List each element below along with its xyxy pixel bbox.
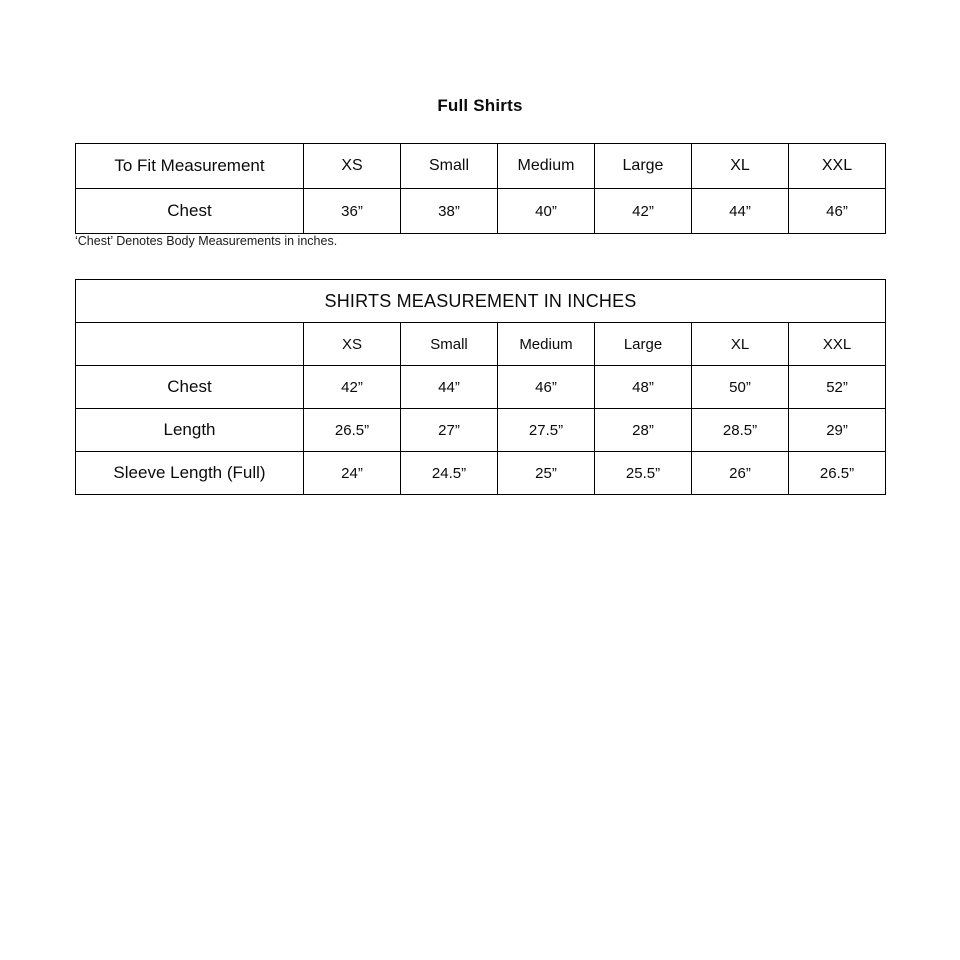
column-header-blank <box>76 323 304 366</box>
table-row-header <box>76 144 886 189</box>
column-header-xs: XS <box>304 144 401 189</box>
cell-chest-small: 38” <box>401 189 498 234</box>
cell-length-xxl: 29” <box>789 409 886 452</box>
table-row-header <box>76 323 886 366</box>
cell-chest-xs: 36” <box>304 189 401 234</box>
column-header-xxl: XXL <box>789 323 886 366</box>
page-title: Full Shirts <box>437 96 523 115</box>
table-row <box>76 452 886 495</box>
cell-sleeve-xs: 24” <box>304 452 401 495</box>
row-label-chest: Chest <box>76 189 304 234</box>
cell-sleeve-xxl: 26.5” <box>789 452 886 495</box>
cell-chest-xxl: 46” <box>789 189 886 234</box>
cell-length-medium: 27.5” <box>498 409 595 452</box>
shirts-measurement-table <box>75 279 886 495</box>
row-label-sleeve-length: Sleeve Length (Full) <box>76 452 304 495</box>
column-header-small: Small <box>401 144 498 189</box>
fit-measurement-table <box>75 143 886 234</box>
cell-chest-medium: 46” <box>498 366 595 409</box>
cell-chest-large: 48” <box>595 366 692 409</box>
cell-sleeve-medium: 25” <box>498 452 595 495</box>
cell-length-large: 28” <box>595 409 692 452</box>
cell-chest-xxl: 52” <box>789 366 886 409</box>
cell-sleeve-large: 25.5” <box>595 452 692 495</box>
column-header-small: Small <box>401 323 498 366</box>
cell-chest-small: 44” <box>401 366 498 409</box>
row-label-length: Length <box>76 409 304 452</box>
table-banner-title: SHIRTS MEASUREMENT IN INCHES <box>76 280 886 323</box>
cell-sleeve-xl: 26” <box>692 452 789 495</box>
cell-sleeve-small: 24.5” <box>401 452 498 495</box>
column-header-medium: Medium <box>498 144 595 189</box>
column-header-xxl: XXL <box>789 144 886 189</box>
table-row <box>76 409 886 452</box>
cell-length-xs: 26.5” <box>304 409 401 452</box>
table-row-banner <box>76 280 886 323</box>
column-header-large: Large <box>595 323 692 366</box>
column-header-xs: XS <box>304 323 401 366</box>
cell-chest-xs: 42” <box>304 366 401 409</box>
cell-length-xl: 28.5” <box>692 409 789 452</box>
cell-length-small: 27” <box>401 409 498 452</box>
cell-chest-xl: 50” <box>692 366 789 409</box>
cell-chest-xl: 44” <box>692 189 789 234</box>
cell-chest-medium: 40” <box>498 189 595 234</box>
column-header-xl: XL <box>692 323 789 366</box>
table-row <box>76 189 886 234</box>
cell-chest-large: 42” <box>595 189 692 234</box>
chest-note: ‘Chest’ Denotes Body Measurements in inches. <box>75 234 338 248</box>
column-header-large: Large <box>595 144 692 189</box>
column-header-measurement: To Fit Measurement <box>76 144 304 189</box>
table-row <box>76 366 886 409</box>
row-label-chest: Chest <box>76 366 304 409</box>
column-header-medium: Medium <box>498 323 595 366</box>
column-header-xl: XL <box>692 144 789 189</box>
